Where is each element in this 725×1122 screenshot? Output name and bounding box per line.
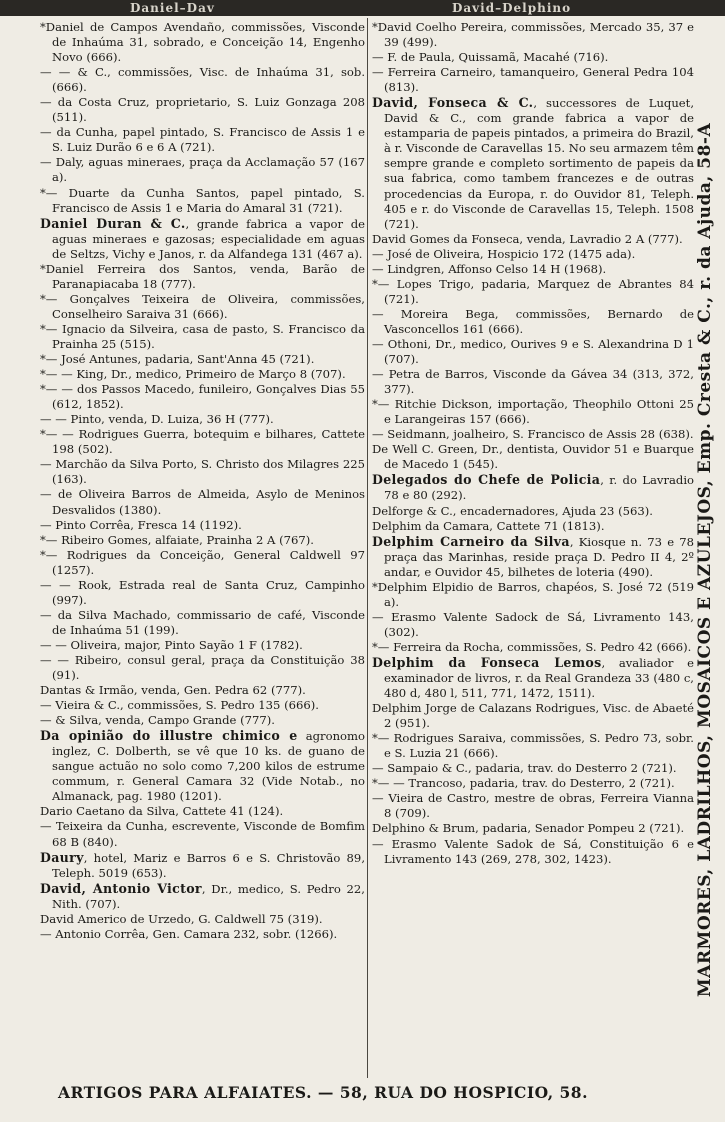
directory-entry: — Vieira de Castro, mestre de obras, Ferreira Vianna 8 (709). bbox=[372, 791, 694, 821]
entry-name-bold: Daniel Duran & C. bbox=[40, 215, 186, 231]
side-advertisement bbox=[695, 30, 721, 1090]
directory-entry: Daury, hotel, Mariz e Barros 6 e S. Christovão 89, Teleph. 5019 (653). bbox=[40, 849, 365, 880]
directory-entry: Dario Caetano da Silva, Cattete 41 (124). bbox=[40, 804, 284, 819]
directory-entry: — Ferreira Carneiro, tamanqueiro, General Pedra 104 (813). bbox=[372, 65, 694, 95]
directory-entry: Dantas & Irmão, venda, Gen. Pedra 62 (777). bbox=[40, 683, 306, 698]
running-header bbox=[0, 0, 725, 16]
right-running-head: David–Delphino bbox=[452, 1, 572, 15]
directory-entry: *Daniel Ferreira dos Santos, venda, Barão de Paranapiacaba 18 (777). bbox=[40, 261, 365, 291]
directory-entry: — Seidmann, joalheiro, S. Francisco de Assis 28 (638). bbox=[372, 427, 694, 442]
directory-entry: *— Ferreira da Rocha, commissões, S. Pedro 42 (666). bbox=[372, 639, 692, 654]
directory-entry: *— — King, Dr., medico, Primeiro de Março 8 (707). bbox=[40, 367, 346, 382]
directory-entry: — & Silva, venda, Campo Grande (777). bbox=[40, 713, 275, 728]
directory-entry: David, Antonio Victor, Dr., medico, S. Pedro 22, Nith. (707). bbox=[40, 880, 365, 911]
directory-entry: — Erasmo Valente Sadok de Sá, Constituição 6 e Livramento 143 (269, 278, 302, 1423). bbox=[372, 836, 694, 866]
directory-entry: David Gomes da Fonseca, venda, Lavradio 2 A (777). bbox=[372, 231, 683, 246]
directory-entry: — F. de Paula, Quissamã, Macahé (716). bbox=[372, 50, 609, 65]
entry-name-bold: Da opinião do illustre chimico e bbox=[40, 728, 298, 744]
directory-entry: — da Cunha, papel pintado, S. Francisco de Assis 1 e S. Luiz Durão 6 e 6 A (721). bbox=[40, 125, 365, 155]
directory-entry: Delegados do Chefe de Policia, r. do Lavradio 78 e 80 (292). bbox=[372, 472, 694, 503]
directory-entry: *Daniel de Campos Avendaño, commissões, Visconde de Inhaúma 31, sobrado, e Conceição 14, Engenho Novo (666). bbox=[40, 20, 365, 65]
directory-entry: Delphim da Camara, Cattete 71 (1813). bbox=[372, 518, 605, 533]
directory-entry: — — & C., commissões, Visc. de Inhaúma 31, sob. (666). bbox=[40, 65, 365, 95]
entry-name-bold: Delphim da Fonseca Lemos bbox=[372, 654, 602, 670]
column-divider bbox=[367, 18, 368, 1078]
side-ad-text: MARMORES, LADRILHOS, MOSAICOS E AZULEJOS, Emp. Cresta & C., r. da Ajuda, 58-A bbox=[695, 122, 715, 998]
directory-entry: — Erasmo Valente Sadock de Sá, Livramento 143, (302). bbox=[372, 609, 694, 639]
left-column bbox=[40, 20, 365, 1075]
directory-entry: *— Lopes Trigo, padaria, Marquez de Abrantes 84 (721). bbox=[372, 276, 694, 306]
directory-entry: — de Oliveira Barros de Almeida, Asylo de Meninos Desvalidos (1380). bbox=[40, 487, 365, 517]
directory-entry: — Moreira Bega, commissões, Bernardo de Vasconcellos 161 (666). bbox=[372, 306, 694, 336]
directory-entry: — Antonio Corrêa, Gen. Camara 232, sobr. (1266). bbox=[40, 926, 338, 941]
entry-name-bold: David, Fonseca & C. bbox=[372, 95, 534, 111]
directory-entry: *— Ritchie Dickson, importação, Theophilo Ottoni 25 e Larangeiras 157 (666). bbox=[372, 397, 694, 427]
directory-entry: David, Fonseca & C., successores de Luquet, David & C., com grande fabrica a vapor de estamparia de papeis pintados, a primeira do Brazil, à r. Visconde de Caravellas 15. No seu armazem têm sempre grande e completo sortimento de papeis da sua fabrica, como tambem francezes e de outras procedencias da Europa, r. do Ouvidor 81, Teleph. 405 e r. do Visconde de Caravellas 15, Teleph. 1508 (721). bbox=[372, 95, 694, 231]
directory-entry: — — Ribeiro, consul geral, praça da Constituição 38 (91). bbox=[40, 652, 365, 683]
directory-entry: Da opinião do illustre chimico e agronomo inglez, C. Dolberth, se vê que 10 ks. de guano de sangue actuão no solo como 7,200 kilos de estrume commum, r. General Camara 32 (Vide Notab., no Almanack, pag. 1980 (1201). bbox=[40, 728, 365, 804]
directory-entry: David Americo de Urzedo, G. Caldwell 75 (319). bbox=[40, 911, 323, 926]
directory-entry: *— Ignacio da Silveira, casa de pasto, S. Francisco da Prainha 25 (515). bbox=[40, 321, 365, 351]
directory-entry: — da Costa Cruz, proprietario, S. Luiz Gonzaga 208 (511). bbox=[40, 95, 365, 125]
right-column bbox=[372, 20, 694, 1075]
directory-entry: — Daly, aguas mineraes, praça da Acclamação 57 (167 a). bbox=[40, 155, 365, 185]
directory-entry: Daniel Duran & C., grande fabrica a vapor de aguas mineraes e gazosas; especialidade em aguas de Seltzs, Vichy e Janos, r. da Alfandega 131 (467 a). bbox=[40, 215, 365, 261]
directory-entry: Delphim Carneiro da Silva, Kiosque n. 73 e 78 praça das Marinhas, reside praça D. Pedro II 4, 2º andar, e Ouvidor 45, bilhetes de loteria (490). bbox=[372, 533, 694, 579]
directory-entry: *— Rodrigues da Conceição, General Caldwell 97 (1257). bbox=[40, 547, 365, 577]
directory-entry: — Sampaio & C., padaria, trav. do Desterro 2 (721). bbox=[372, 761, 677, 776]
footer-advertisement: ARTIGOS PARA ALFAIATES. — 58, RUA DO HOSPICIO, 58. bbox=[58, 1083, 588, 1102]
directory-entry: *— — Rodrigues Guerra, botequim e bilhares, Cattete 198 (502). bbox=[40, 427, 365, 457]
directory-entry: Delphino & Brum, padaria, Senador Pompeu 2 (721). bbox=[372, 821, 685, 836]
entry-name-bold: Daury bbox=[40, 849, 84, 865]
directory-entry: *— José Antunes, padaria, Sant'Anna 45 (721). bbox=[40, 352, 315, 367]
directory-entry: — — Pinto, venda, D. Luiza, 36 H (777). bbox=[40, 412, 274, 427]
left-running-head: Daniel–Dav bbox=[130, 1, 215, 15]
directory-entry: *— Duarte da Cunha Santos, papel pintado, S. Francisco de Assis 1 e Maria do Amaral 31 (721). bbox=[40, 185, 365, 215]
directory-entry: — Vieira & C., commissões, S. Pedro 135 (666). bbox=[40, 698, 319, 713]
directory-entry: Delphim da Fonseca Lemos, avaliador e examinador de livros, r. da Real Grandeza 33 (480 c, 480 d, 480 l, 511, 771, 1472, 1511). bbox=[372, 654, 694, 701]
directory-entry: — Lindgren, Affonso Celso 14 H (1968). bbox=[372, 261, 607, 276]
directory-entry: — da Silva Machado, commissario de café, Visconde de Inhaúma 51 (199). bbox=[40, 607, 365, 637]
directory-entry: — — Rook, Estrada real de Santa Cruz, Campinho (997). bbox=[40, 577, 365, 607]
directory-entry: *Delphim Elpidio de Barros, chapéos, S. José 72 (519 a). bbox=[372, 579, 694, 609]
directory-entry: *— Ribeiro Gomes, alfaiate, Prainha 2 A (767). bbox=[40, 532, 314, 547]
directory-entry: — Marchão da Silva Porto, S. Christo dos Milagres 225 (163). bbox=[40, 457, 365, 487]
directory-entry: Delphim Jorge de Calazans Rodrigues, Visc. de Abaeté 2 (951). bbox=[372, 701, 694, 731]
directory-entry: — Othoni, Dr., medico, Ourives 9 e S. Alexandrina D 1 (707). bbox=[372, 336, 694, 367]
directory-entry: *— Rodrigues Saraiva, commissões, S. Pedro 73, sobr. e S. Luzia 21 (666). bbox=[372, 731, 694, 761]
directory-entry: *— — dos Passos Macedo, funileiro, Gonçalves Dias 55 (612, 1852). bbox=[40, 382, 365, 412]
directory-entry: *David Coelho Pereira, commissões, Mercado 35, 37 e 39 (499). bbox=[372, 20, 694, 50]
entry-name-bold: Delegados do Chefe de Policia bbox=[372, 472, 601, 488]
directory-entry: — Teixeira da Cunha, escrevente, Visconde de Bomfim 68 B (840). bbox=[40, 819, 365, 849]
directory-entry: De Well C. Green, Dr., dentista, Ouvidor 51 e Buarque de Macedo 1 (545). bbox=[372, 442, 694, 472]
entry-name-bold: Delphim Carneiro da Silva bbox=[372, 533, 570, 549]
directory-entry: *— Gonçalves Teixeira de Oliveira, commissões, Conselheiro Saraiva 31 (666). bbox=[40, 291, 365, 321]
entry-name-bold: David, Antonio Victor bbox=[40, 880, 202, 896]
directory-entry: — Pinto Corrêa, Fresca 14 (1192). bbox=[40, 517, 242, 532]
directory-entry: — José de Oliveira, Hospicio 172 (1475 ada). bbox=[372, 246, 636, 261]
directory-entry: Delforge & C., encadernadores, Ajuda 23 (563). bbox=[372, 503, 653, 518]
directory-entry: — — Oliveira, major, Pinto Sayão 1 F (1782). bbox=[40, 637, 303, 652]
directory-entry: *— — Trancoso, padaria, trav. do Desterro, 2 (721). bbox=[372, 776, 675, 791]
directory-entry: — Petra de Barros, Visconde da Gávea 34 (313, 372, 377). bbox=[372, 367, 694, 397]
